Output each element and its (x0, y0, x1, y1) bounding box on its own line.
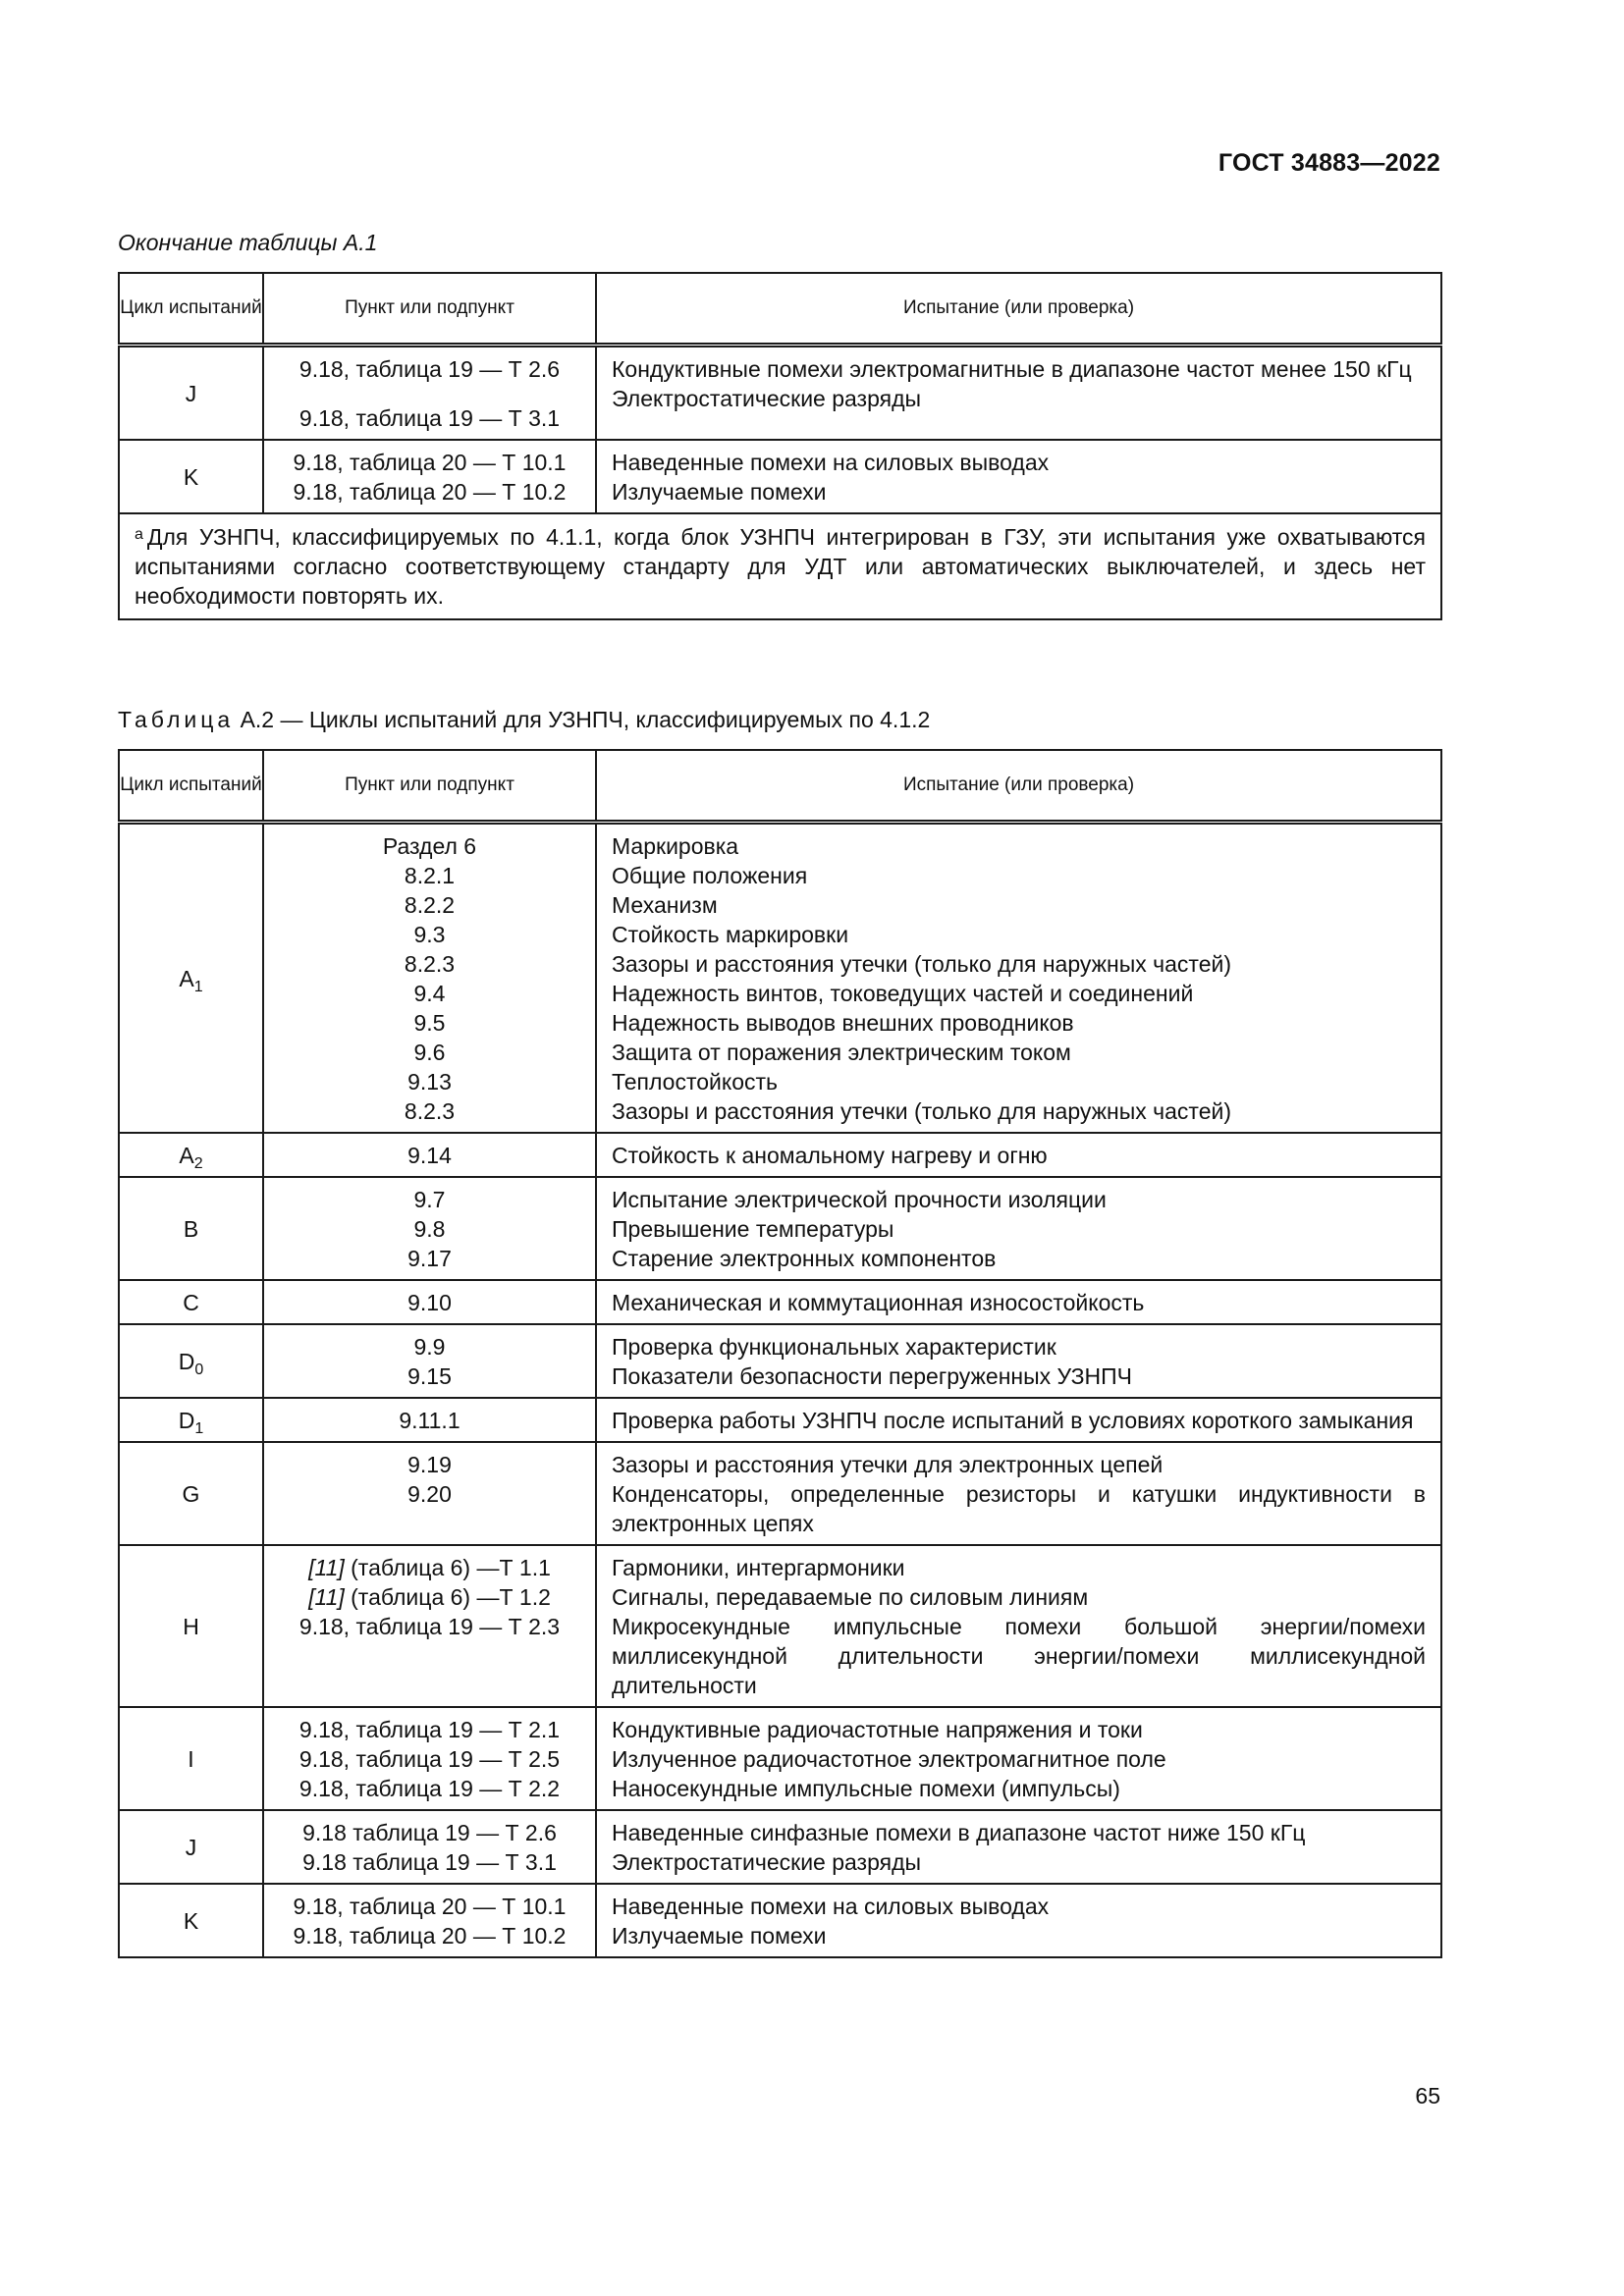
clause-line (270, 1553, 589, 1582)
clause-cell (263, 1884, 596, 1957)
clause-line: 9.18, таблица 20 — Т 10.2 (293, 479, 567, 505)
table-row (119, 1884, 1441, 1957)
clause-cell (263, 1324, 596, 1398)
test-cell (596, 1707, 1441, 1810)
cycle-subscript: 1 (193, 978, 203, 995)
test-line: Маркировка (612, 833, 739, 859)
test-line: Кондуктивные помехи электромагнитные в диапазоне частот менее 150 кГц (612, 356, 1412, 382)
footnote-mark: a (135, 526, 143, 543)
clause-line: 8.2.3 (404, 951, 456, 977)
test-line: Старение электронных компонентов (612, 1246, 997, 1271)
clause-line: 9.5 (413, 1010, 446, 1036)
test-line: Надежность винтов, токоведущих частей и соединений (612, 981, 1194, 1006)
test-line: Защита от поражения электрическим током (612, 1040, 1071, 1065)
clause-line: 9.10 (407, 1290, 452, 1315)
clause-cell (263, 1133, 596, 1177)
clause-line: 9.6 (413, 1040, 446, 1065)
test-line: Конденсаторы, определенные резисторы и катушки индуктивности в электронных цепях (612, 1481, 1426, 1536)
table-row (119, 1545, 1441, 1707)
cycle-letter: D (178, 1407, 195, 1433)
test-line: Кондуктивные радиочастотные напряжения и токи (612, 1717, 1143, 1742)
test-cell (596, 823, 1441, 1134)
cycle-cell (119, 1324, 263, 1398)
test-line: Наносекундные импульсные помехи (импульсы) (612, 1776, 1120, 1801)
clause-line: 9.13 (407, 1069, 452, 1095)
clause-cell (263, 440, 596, 513)
clause-text: (таблица 6) —Т 1.2 (344, 1584, 551, 1610)
cycle-cell: B (119, 1177, 263, 1280)
table-a2-caption (118, 705, 930, 734)
cycle-letter: D (178, 1348, 195, 1374)
clause-line: 9.18, таблица 19 — Т 2.2 (298, 1776, 561, 1801)
clause-cell (263, 346, 596, 441)
test-line: Наведенные помехи на силовых выводах (612, 450, 1050, 475)
table-row (119, 1324, 1441, 1398)
cycle-cell (119, 823, 263, 1134)
clause-line: 9.18, таблица 19 — Т 2.6 (298, 356, 561, 382)
table-row (119, 1133, 1441, 1177)
test-line: Наведенные помехи на силовых выводах (612, 1894, 1050, 1919)
header-cycle: Цикл испытаний (119, 273, 263, 346)
page-number: 65 (1415, 2083, 1440, 2109)
table-row (119, 1280, 1441, 1324)
clause-line: 8.2.1 (404, 863, 456, 888)
clause-line: 9.18, таблица 19 — Т 2.1 (298, 1717, 561, 1742)
table-row (119, 823, 1441, 1134)
test-line: Излучаемые помехи (612, 479, 827, 505)
table-a1-continuation-caption: Окончание таблицы А.1 (118, 230, 378, 255)
cycle-cell: K (119, 440, 263, 513)
clause-line: 9.11.1 (399, 1408, 460, 1433)
test-line: Стойкость маркировки (612, 922, 849, 947)
test-line: Теплостойкость (612, 1069, 779, 1095)
header-clause: Пункт или подпункт (263, 273, 596, 346)
clause-line: 9.18 таблица 19 — Т 2.6 (302, 1820, 557, 1845)
table-row (119, 346, 1441, 441)
clause-line (270, 1582, 589, 1612)
test-cell (596, 1884, 1441, 1957)
test-cell (596, 346, 1441, 441)
clause-line: 9.18, таблица 19 — Т 3.1 (298, 405, 561, 431)
clause-text: (таблица 6) —Т 1.1 (344, 1555, 551, 1580)
cycle-cell: C (119, 1280, 263, 1324)
clause-line: 9.7 (413, 1187, 446, 1212)
table-row (119, 1707, 1441, 1810)
test-line: Сигналы, передаваемые по силовым линиям (612, 1584, 1089, 1610)
test-line: Испытание электрической прочности изоляции (612, 1187, 1107, 1212)
test-cell (596, 1545, 1441, 1707)
table-row (119, 1442, 1441, 1545)
table-word: Таблица (118, 707, 235, 732)
clause-line: 9.18, таблица 19 — Т 2.5 (298, 1746, 561, 1772)
test-line: Зазоры и расстояния утечки (только для наружных частей) (612, 1098, 1231, 1124)
test-line: Превышение температуры (612, 1216, 894, 1242)
clause-cell (263, 1177, 596, 1280)
clause-line: 8.2.3 (404, 1098, 456, 1124)
footnote-row (119, 513, 1441, 619)
cycle-subscript: 2 (193, 1154, 203, 1172)
table-a2-title: А.2 — Циклы испытаний для УЗНПЧ, классифицируемых по 4.1.2 (240, 707, 931, 732)
clause-line: 9.4 (413, 981, 446, 1006)
cycle-cell (119, 1398, 263, 1442)
test-line: Электростатические разряды (612, 386, 922, 411)
test-line: Зазоры и расстояния утечки для электронных цепей (612, 1452, 1164, 1477)
test-line: Гармоники, интергармоники (612, 1555, 905, 1580)
test-line: Показатели безопасности перегруженных УЗНПЧ (612, 1363, 1132, 1389)
header-test: Испытание (или проверка) (596, 750, 1441, 823)
cycle-cell: I (119, 1707, 263, 1810)
cycle-letter: A (179, 965, 194, 991)
cycle-letter: A (179, 1142, 194, 1168)
table-header-row (119, 273, 1441, 346)
clause-line: 9.17 (407, 1246, 452, 1271)
clause-cell (263, 1545, 596, 1707)
test-line: Наведенные синфазные помехи в диапазоне частот ниже 150 кГц (612, 1820, 1306, 1845)
table-header-row (119, 750, 1441, 823)
clause-cell (263, 1280, 596, 1324)
clause-line: 9.9 (413, 1334, 446, 1360)
cycle-cell: G (119, 1442, 263, 1545)
test-cell (596, 1324, 1441, 1398)
test-cell (596, 440, 1441, 513)
spacer (270, 384, 589, 403)
header-cycle: Цикл испытаний (119, 750, 263, 823)
test-line: Механизм (612, 892, 718, 918)
test-cell (596, 1177, 1441, 1280)
footnote-text: Для УЗНПЧ, классифицируемых по 4.1.1, когда блок УЗНПЧ интегрирован в ГЗУ, эти испытания уже охватываются испытаниями согласно соответствующему стандарту для УДТ или автоматических выключателей, и здесь нет необходимости повторять их. (135, 524, 1426, 609)
clause-line: 8.2.2 (404, 892, 456, 918)
table-row (119, 1810, 1441, 1884)
header-clause: Пункт или подпункт (263, 750, 596, 823)
clause-line: 9.18, таблица 20 — Т 10.1 (293, 1894, 567, 1919)
cycle-cell: K (119, 1884, 263, 1957)
table-row (119, 1398, 1441, 1442)
clause-cell (263, 1398, 596, 1442)
cycle-subscript: 1 (194, 1419, 204, 1437)
test-line: Стойкость к аномальному нагреву и огню (612, 1143, 1048, 1168)
test-cell (596, 1810, 1441, 1884)
test-line: Зазоры и расстояния утечки (только для наружных частей) (612, 951, 1231, 977)
test-line: Излученное радиочастотное электромагнитное поле (612, 1746, 1166, 1772)
test-cell (596, 1398, 1441, 1442)
table-row (119, 440, 1441, 513)
cycle-cell (119, 1133, 263, 1177)
cycle-cell: J (119, 346, 263, 441)
test-line: Излучаемые помехи (612, 1923, 827, 1949)
test-line: Электростатические разряды (612, 1849, 922, 1875)
cycle-cell: H (119, 1545, 263, 1707)
table-a1 (118, 272, 1442, 620)
clause-cell (263, 1707, 596, 1810)
clause-cell (263, 1810, 596, 1884)
clause-line: 9.18 таблица 19 — Т 3.1 (302, 1849, 557, 1875)
footnote-cell (119, 513, 1441, 619)
clause-line: 9.20 (407, 1481, 452, 1507)
cycle-subscript: 0 (194, 1361, 204, 1378)
test-cell (596, 1280, 1441, 1324)
clause-cell (263, 1442, 596, 1545)
clause-line: 9.18, таблица 20 — Т 10.2 (293, 1923, 567, 1949)
test-line: Микросекундные импульсные помехи большой энергии/помехи миллисекундной длительности энергии/помехи миллисекундной длительности (612, 1614, 1426, 1698)
clause-line: 9.3 (413, 922, 446, 947)
table-a2 (118, 749, 1442, 1958)
clause-cell (263, 823, 596, 1134)
clause-line: 9.19 (407, 1452, 452, 1477)
header-test: Испытание (или проверка) (596, 273, 1441, 346)
reference-number: [11] (308, 1584, 345, 1610)
test-line: Общие положения (612, 863, 808, 888)
clause-line: 9.14 (407, 1143, 452, 1168)
test-line: Механическая и коммутационная износостойкость (612, 1290, 1145, 1315)
clause-line: 9.8 (413, 1216, 446, 1242)
test-line: Проверка работы УЗНПЧ после испытаний в условиях короткого замыкания (612, 1408, 1414, 1433)
standard-designation: ГОСТ 34883—2022 (1218, 149, 1440, 177)
clause-line: Раздел 6 (382, 833, 477, 859)
test-line: Надежность выводов внешних проводников (612, 1010, 1074, 1036)
clause-line: 9.18, таблица 19 — Т 2.3 (298, 1614, 561, 1639)
test-line: Проверка функциональных характеристик (612, 1334, 1056, 1360)
test-cell (596, 1133, 1441, 1177)
test-cell (596, 1442, 1441, 1545)
clause-line: 9.15 (407, 1363, 452, 1389)
cycle-cell: J (119, 1810, 263, 1884)
table-row (119, 1177, 1441, 1280)
reference-number: [11] (308, 1555, 345, 1580)
clause-line: 9.18, таблица 20 — Т 10.1 (293, 450, 567, 475)
